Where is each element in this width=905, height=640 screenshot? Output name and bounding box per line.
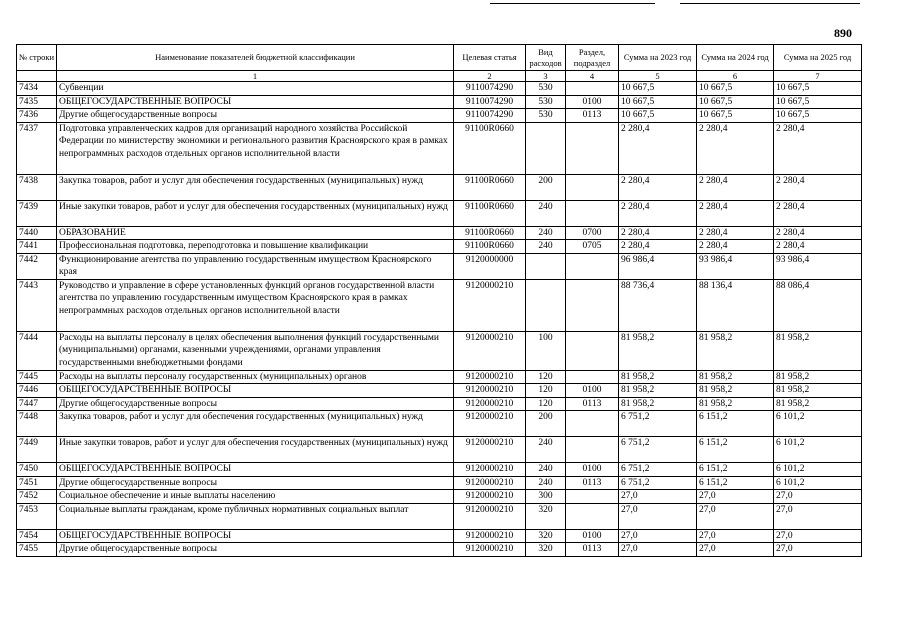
cell-s2: 27,0 [697,543,774,557]
cell-rz: 0100 [566,95,619,109]
cell-code: 91100R0660 [454,122,526,174]
cell-s1: 10 667,5 [619,82,697,96]
table-row [17,437,862,463]
cell-code: 9120000210 [454,490,526,504]
column-number-row [17,71,862,82]
cell-name: Социальное обеспечение и иные выплаты населению [57,490,454,504]
cell-s3: 81 958,2 [774,384,862,398]
table-row [17,529,862,543]
cell-s3: 2 280,4 [774,200,862,226]
cell-s1: 2 280,4 [619,226,697,240]
cell-rz: 0100 [566,384,619,398]
cell-no: 7444 [17,331,57,370]
table-row [17,174,862,200]
cell-s1: 2 280,4 [619,240,697,254]
cell-no: 7435 [17,95,57,109]
header-vr: Вид расходов [526,45,566,71]
cell-name: Социальные выплаты гражданам, кроме публичных нормативных социальных выплат [57,503,454,529]
cell-s2: 27,0 [697,529,774,543]
cell-code: 9110074290 [454,95,526,109]
cell-s1: 6 751,2 [619,463,697,477]
colnum [17,71,57,82]
cell-name: ОБРАЗОВАНИЕ [57,226,454,240]
cell-name: ОБЩЕГОСУДАРСТВЕННЫЕ ВОПРОСЫ [57,463,454,477]
cell-name: Иные закупки товаров, работ и услуг для обеспечения государственных (муниципальных) нужд [57,200,454,226]
header-no: № строки [17,45,57,71]
cell-code: 9120000210 [454,279,526,331]
colnum: 2 [454,71,526,82]
table-row [17,370,862,384]
cell-code: 91100R0660 [454,174,526,200]
colnum: 6 [697,71,774,82]
table-row [17,122,862,174]
header-row [17,45,862,71]
cell-code: 91100R0660 [454,240,526,254]
cell-s1: 27,0 [619,529,697,543]
cell-s1: 6 751,2 [619,476,697,490]
cell-code: 9120000210 [454,543,526,557]
cell-name: Расходы на выплаты персоналу в целях обеспечения выполнения функций государственными (муниципальными) органами, казенными учреждениями, органами управления государственными внебюджетными фондами [57,331,454,370]
cell-vr [526,253,566,279]
cell-rz: 0705 [566,240,619,254]
cell-s1: 10 667,5 [619,95,697,109]
cell-name: Другие общегосударственные вопросы [57,109,454,123]
cell-code: 9120000210 [454,411,526,437]
cell-s1: 6 751,2 [619,437,697,463]
cell-rz: 0100 [566,529,619,543]
cell-s3: 6 101,2 [774,411,862,437]
cell-rz: 0113 [566,543,619,557]
cell-s2: 2 280,4 [697,240,774,254]
cell-vr: 240 [526,240,566,254]
cell-code: 91100R0660 [454,226,526,240]
cell-s1: 81 958,2 [619,384,697,398]
cell-no: 7450 [17,463,57,477]
cell-vr: 320 [526,543,566,557]
cell-s2: 81 958,2 [697,370,774,384]
cell-s2: 81 958,2 [697,331,774,370]
cell-s1: 88 736,4 [619,279,697,331]
cell-name: ОБЩЕГОСУДАРСТВЕННЫЕ ВОПРОСЫ [57,384,454,398]
cell-vr [526,279,566,331]
cell-rz [566,253,619,279]
cell-no: 7453 [17,503,57,529]
cell-vr: 320 [526,529,566,543]
colnum: 7 [774,71,862,82]
table-row [17,226,862,240]
cell-vr: 120 [526,370,566,384]
cell-s2: 6 151,2 [697,411,774,437]
table-row [17,503,862,529]
cell-s2: 6 151,2 [697,463,774,477]
cell-s2: 2 280,4 [697,200,774,226]
cell-vr: 120 [526,384,566,398]
table-row [17,490,862,504]
cell-s1: 2 280,4 [619,174,697,200]
cell-name: Руководство и управление в сфере установленных функций органов государственной власти агентства по управлению государственным имуществом Красноярского края в рамках непрограммных расходов отдельных органов исполнительной власти [57,279,454,331]
table-row [17,384,862,398]
cell-no: 7442 [17,253,57,279]
cell-s3: 93 986,4 [774,253,862,279]
table-row [17,411,862,437]
top-rule-left [490,3,655,4]
cell-rz [566,174,619,200]
cell-code: 9120000210 [454,370,526,384]
cell-name: ОБЩЕГОСУДАРСТВЕННЫЕ ВОПРОСЫ [57,529,454,543]
header-s3: Сумма на 2025 год [774,45,862,71]
cell-name: Профессиональная подготовка, переподготовка и повышение квалификации [57,240,454,254]
table-row [17,82,862,96]
cell-rz [566,331,619,370]
cell-vr: 200 [526,174,566,200]
cell-code: 91100R0660 [454,200,526,226]
cell-s1: 27,0 [619,490,697,504]
cell-vr: 530 [526,82,566,96]
cell-s3: 2 280,4 [774,240,862,254]
cell-s2: 2 280,4 [697,226,774,240]
cell-vr: 530 [526,109,566,123]
table-row [17,543,862,557]
cell-s1: 2 280,4 [619,122,697,174]
cell-rz [566,279,619,331]
cell-code: 9120000210 [454,331,526,370]
cell-s3: 6 101,2 [774,437,862,463]
cell-code: 9120000210 [454,529,526,543]
cell-rz: 0100 [566,463,619,477]
top-rule-right [680,3,860,4]
cell-s1: 81 958,2 [619,370,697,384]
cell-s2: 81 958,2 [697,397,774,411]
colnum: 3 [526,71,566,82]
cell-s3: 2 280,4 [774,174,862,200]
cell-s3: 81 958,2 [774,370,862,384]
cell-s2: 10 667,5 [697,95,774,109]
cell-code: 9120000210 [454,384,526,398]
cell-no: 7448 [17,411,57,437]
cell-s1: 6 751,2 [619,411,697,437]
cell-name: Другие общегосударственные вопросы [57,543,454,557]
cell-rz [566,370,619,384]
cell-no: 7455 [17,543,57,557]
cell-name: Функционирование агентства по управлению государственным имуществом Красноярского края [57,253,454,279]
cell-name: Расходы на выплаты персоналу государственных (муниципальных) органов [57,370,454,384]
cell-no: 7439 [17,200,57,226]
cell-vr [526,122,566,174]
header-code: Целевая статья [454,45,526,71]
cell-no: 7434 [17,82,57,96]
cell-vr: 200 [526,411,566,437]
table-row [17,397,862,411]
cell-s1: 81 958,2 [619,331,697,370]
cell-s3: 27,0 [774,490,862,504]
cell-s3: 2 280,4 [774,122,862,174]
cell-vr: 240 [526,476,566,490]
cell-s2: 27,0 [697,503,774,529]
table-row [17,476,862,490]
cell-code: 9110074290 [454,109,526,123]
cell-code: 9120000210 [454,397,526,411]
cell-rz [566,122,619,174]
cell-s3: 81 958,2 [774,397,862,411]
cell-code: 9120000210 [454,463,526,477]
cell-s3: 6 101,2 [774,476,862,490]
cell-name: Другие общегосударственные вопросы [57,397,454,411]
cell-s3: 10 667,5 [774,82,862,96]
table-row [17,253,862,279]
cell-vr: 300 [526,490,566,504]
cell-s3: 10 667,5 [774,109,862,123]
page-number: 890 [834,26,852,40]
cell-name: Другие общегосударственные вопросы [57,476,454,490]
cell-rz: 0113 [566,397,619,411]
cell-s2: 81 958,2 [697,384,774,398]
cell-s3: 27,0 [774,529,862,543]
colnum: 5 [619,71,697,82]
cell-name: Иные закупки товаров, работ и услуг для обеспечения государственных (муниципальных) нужд [57,437,454,463]
cell-rz: 0113 [566,476,619,490]
table-row [17,200,862,226]
cell-vr: 530 [526,95,566,109]
cell-no: 7446 [17,384,57,398]
cell-code: 9120000210 [454,503,526,529]
cell-no: 7451 [17,476,57,490]
table-row [17,109,862,123]
cell-s3: 10 667,5 [774,95,862,109]
cell-rz [566,490,619,504]
cell-no: 7436 [17,109,57,123]
cell-rz [566,503,619,529]
table-row [17,279,862,331]
cell-name: ОБЩЕГОСУДАРСТВЕННЫЕ ВОПРОСЫ [57,95,454,109]
header-rz: Раздел, подраздел [566,45,619,71]
cell-no: 7438 [17,174,57,200]
colnum: 4 [566,71,619,82]
cell-vr: 100 [526,331,566,370]
cell-no: 7441 [17,240,57,254]
cell-s1: 2 280,4 [619,200,697,226]
cell-vr: 320 [526,503,566,529]
cell-no: 7449 [17,437,57,463]
cell-no: 7445 [17,370,57,384]
cell-name: Закупка товаров, работ и услуг для обеспечения государственных (муниципальных) нужд [57,411,454,437]
cell-s2: 10 667,5 [697,82,774,96]
cell-name: Закупка товаров, работ и услуг для обеспечения государственных (муниципальных) нужд [57,174,454,200]
table-row [17,95,862,109]
cell-rz [566,200,619,226]
cell-s1: 96 986,4 [619,253,697,279]
cell-rz: 0113 [566,109,619,123]
cell-rz [566,411,619,437]
cell-code: 9120000000 [454,253,526,279]
cell-no: 7452 [17,490,57,504]
cell-rz [566,82,619,96]
cell-name: Субвенции [57,82,454,96]
header-name: Наименование показателей бюджетной классификации [57,45,454,71]
cell-s2: 27,0 [697,490,774,504]
cell-s1: 81 958,2 [619,397,697,411]
cell-rz [566,437,619,463]
cell-s2: 6 151,2 [697,437,774,463]
header-s2: Сумма на 2024 год [697,45,774,71]
cell-s2: 6 151,2 [697,476,774,490]
cell-s3: 27,0 [774,543,862,557]
cell-rz: 0700 [566,226,619,240]
cell-no: 7454 [17,529,57,543]
cell-no: 7440 [17,226,57,240]
cell-s2: 88 136,4 [697,279,774,331]
cell-vr: 240 [526,200,566,226]
cell-s1: 27,0 [619,543,697,557]
cell-vr: 240 [526,437,566,463]
cell-vr: 240 [526,463,566,477]
table-row [17,331,862,370]
cell-s3: 6 101,2 [774,463,862,477]
cell-code: 9120000210 [454,437,526,463]
cell-s1: 27,0 [619,503,697,529]
cell-name: Подготовка управленческих кадров для организаций народного хозяйства Российской Федерации по министерству экономики и регионального развития Красноярского края в рамках непрограммных расходов отдельных органов исполнительной власти [57,122,454,174]
header-s1: Сумма на 2023 год [619,45,697,71]
cell-s3: 2 280,4 [774,226,862,240]
cell-no: 7443 [17,279,57,331]
cell-no: 7437 [17,122,57,174]
cell-s2: 2 280,4 [697,122,774,174]
cell-vr: 240 [526,226,566,240]
cell-vr: 120 [526,397,566,411]
cell-s3: 88 086,4 [774,279,862,331]
cell-s1: 10 667,5 [619,109,697,123]
cell-code: 9110074290 [454,82,526,96]
cell-s3: 81 958,2 [774,331,862,370]
table-row [17,240,862,254]
cell-code: 9120000210 [454,476,526,490]
cell-s2: 2 280,4 [697,174,774,200]
table-row [17,463,862,477]
cell-s2: 10 667,5 [697,109,774,123]
colnum: 1 [57,71,454,82]
cell-no: 7447 [17,397,57,411]
budget-table [16,44,862,557]
cell-s3: 27,0 [774,503,862,529]
cell-s2: 93 986,4 [697,253,774,279]
